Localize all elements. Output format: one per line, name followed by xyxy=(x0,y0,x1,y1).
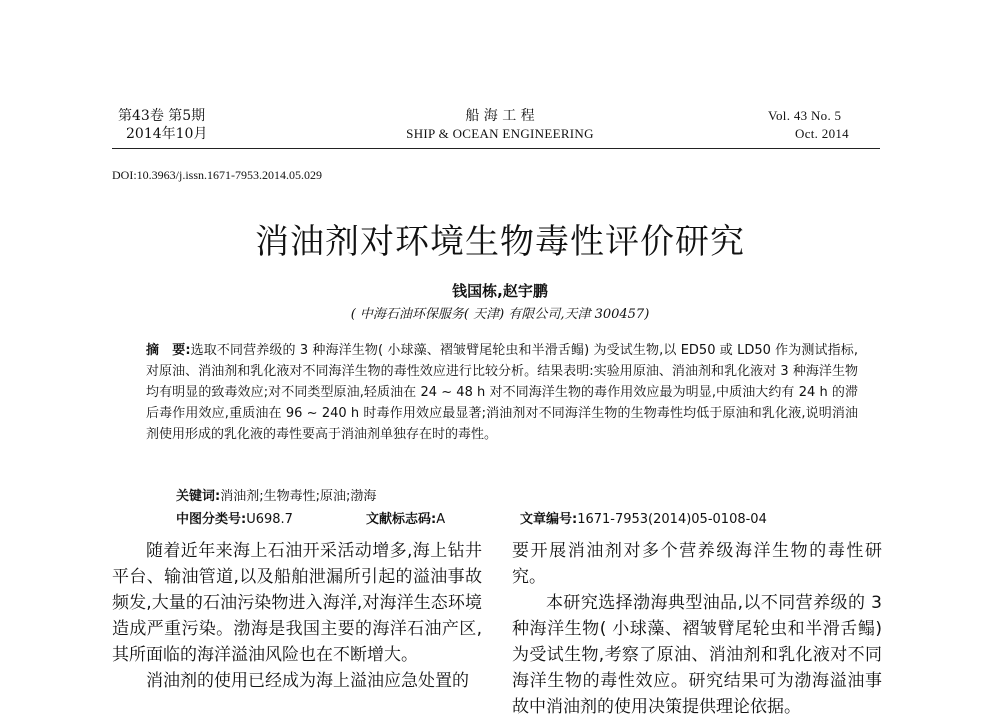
body-paragraph: 随着近年来海上石油开采活动增多,海上钻井平台、输油管道,以及船舶泄漏所引起的溢油事故频发,大量的石油污染物进入海洋,对海洋生态环境造成严重污染。渤海是我国主要的海洋石油产区,其所面临的海洋溢油风险也在不断增大。 xyxy=(112,541,482,665)
article-number xyxy=(520,508,767,527)
body-paragraph: 要开展消油剂对多个营养级海洋生物的毒性研究。 xyxy=(512,541,882,587)
body-right-column xyxy=(512,538,882,720)
doc-value: A xyxy=(436,512,446,527)
abstract xyxy=(146,340,858,445)
clc-value: U698.7 xyxy=(246,512,293,527)
volume-issue-en: Vol. 43 No. 5 xyxy=(768,108,842,123)
body-left-column xyxy=(112,538,482,694)
volume-issue-cn: 第43卷 第5期 xyxy=(118,108,206,124)
doc-label: 文献标志码: xyxy=(366,512,437,527)
doi: DOI:10.3963/j.issn.1671-7953.2014.05.029 xyxy=(112,168,322,182)
keywords-text: 消油剂;生物毒性;原油;渤海 xyxy=(220,489,377,504)
date-en: Oct. 2014 xyxy=(795,126,849,141)
header-rule xyxy=(112,148,880,149)
clc-label: 中图分类号: xyxy=(176,512,247,527)
article-label: 文章编号: xyxy=(520,512,578,527)
journal-title-cn: 船 海 工 程 xyxy=(465,108,535,124)
authors: 钱国栋,赵宇鹏 xyxy=(452,282,548,300)
affiliation: ( 中海石油环保服务( 天津) 有限公司,天津 300457) xyxy=(350,307,650,322)
body-paragraph: 消油剂的使用已经成为海上溢油应急处置的 xyxy=(146,671,469,691)
journal-title-en: SHIP & OCEAN ENGINEERING xyxy=(406,126,594,141)
document-code xyxy=(366,508,445,527)
paper-title: 消油剂对环境生物毒性评价研究 xyxy=(255,222,745,262)
abstract-text: 选取不同营养级的 3 种海洋生物( 小球藻、褶皱臂尾轮虫和半滑舌鳎) 为受试生物,以 ED50 或 LD50 作为测试指标,对原油、消油剂和乳化液对不同海洋生物的毒性效应进行比较分析。结果表明:实验用原油、消油剂和乳化液对 3 种海洋生物均有明显的致毒效应;对不同类型原油,轻质油在 24 ~ 48 h 对不同海洋生物的毒作用效应最为明显,中质油大约有 24 h 的滞后毒作用效应,重质油在 96 ~ 240 h 时毒作用效应最显著;消油剂对不同海洋生物的生物毒性均低于原油和乳化液,说明消油剂使用形成的乳化液的毒性要高于消油剂单独存在时的毒性。 xyxy=(146,343,858,442)
date-cn: 2014年10月 xyxy=(126,126,208,142)
body-paragraph: 本研究选择渤海典型油品,以不同营养级的 3 种海洋生物( 小球藻、褶皱臂尾轮虫和半滑舌鳎) 为受试生物,考察了原油、消油剂和乳化液对不同海洋生物的毒性效应。研究结果可为渤海溢油事故中消油剂的使用决策提供理论依据。 xyxy=(512,593,882,717)
article-value: 1671-7953(2014)05-0108-04 xyxy=(577,512,767,527)
abstract-label: 摘 要: xyxy=(146,343,191,358)
keywords xyxy=(176,485,376,504)
clc-number xyxy=(176,508,293,527)
keywords-label: 关键词: xyxy=(176,489,221,504)
